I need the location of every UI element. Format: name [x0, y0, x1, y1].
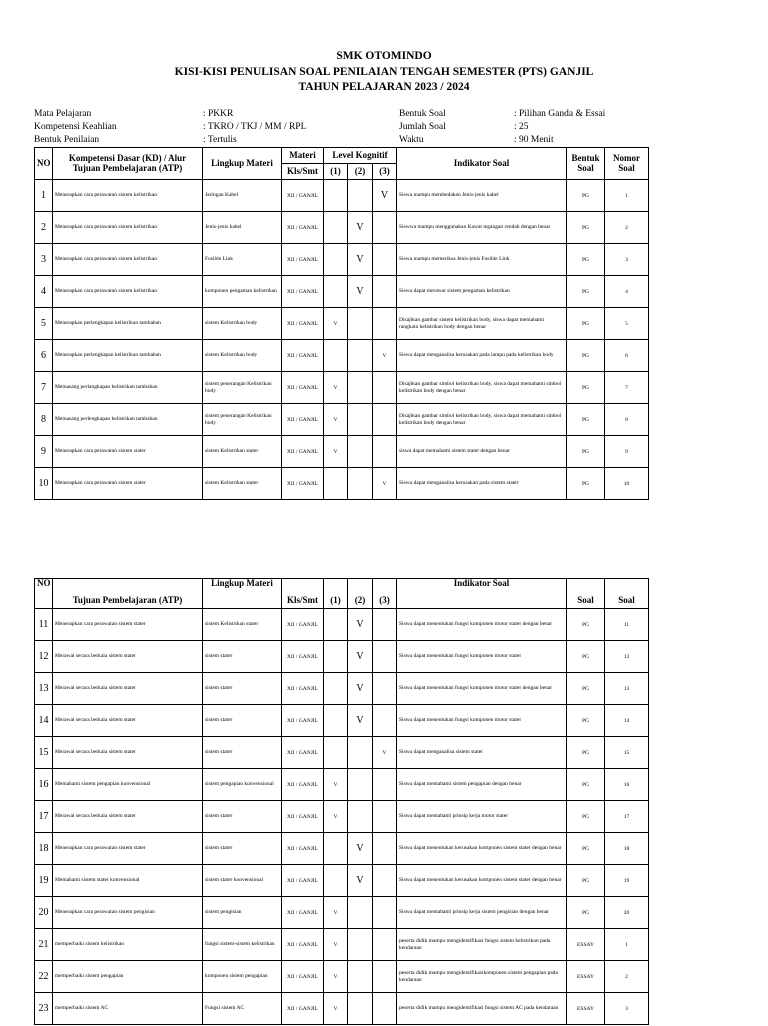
kd-cell: Merawat secara berkala sistem stater — [53, 737, 203, 769]
table-row — [35, 276, 649, 308]
level-1-cell — [324, 609, 348, 641]
bentuk-cell: PG — [567, 340, 605, 372]
indikator-cell: Siswa dapat menentukan fungsi komponen motor stater dengan benar — [397, 673, 567, 705]
lingkup-cell: Fusible Link — [203, 244, 282, 276]
row-number: 19 — [35, 865, 53, 897]
bentuk-cell: PG — [567, 468, 605, 500]
row-number: 3 — [35, 244, 53, 276]
level-3-cell: V — [373, 340, 397, 372]
bentuk-cell: PG — [567, 833, 605, 865]
indikator-cell: peserta didik mampu mengidentifikasi fungsi sistem kelistrikan pada kendaraan — [397, 929, 567, 961]
level-3-cell — [373, 609, 397, 641]
kls-cell: XII / GANJIL — [282, 340, 324, 372]
kls-cell: XII / GANJIL — [282, 180, 324, 212]
bentuk-cell: PG — [567, 308, 605, 340]
kd-cell: Menerapkan perlengkapan kelistrikan tambahan — [53, 340, 203, 372]
table-row — [35, 865, 649, 897]
lingkup-cell: Jaringan Kabel — [203, 180, 282, 212]
level-3-cell — [373, 673, 397, 705]
col-header-level-1: (1) — [324, 164, 348, 180]
table-row — [35, 929, 649, 961]
table-row — [35, 404, 649, 436]
meta-label-jumlah-soal: Jumlah Soal — [399, 122, 446, 132]
level-2-cell — [348, 372, 373, 404]
table-row — [35, 468, 649, 500]
bentuk-cell: ESSAY — [567, 961, 605, 993]
kd-cell: Menerapkan cara perawatan sistem pengisian — [53, 897, 203, 929]
col-header-no: NO — [35, 579, 53, 609]
school-name: SMK OTOMINDO — [336, 50, 432, 62]
academic-year: TAHUN PELAJARAN 2023 / 2024 — [298, 81, 470, 93]
col-header-nomor: Soal — [605, 579, 649, 609]
col-header-kls: Kls/Smt — [282, 579, 324, 609]
indikator-cell: Siswa dapat menganalisa kerusakan pada sistem stater — [397, 468, 567, 500]
level-2-cell: V — [348, 673, 373, 705]
col-header-bentuk: Soal — [567, 579, 605, 609]
level-1-cell — [324, 212, 348, 244]
lingkup-cell: sistem stater konvensional — [203, 865, 282, 897]
level-2-cell — [348, 993, 373, 1025]
level-3-cell — [373, 705, 397, 737]
level-1-cell — [324, 705, 348, 737]
level-3-cell — [373, 404, 397, 436]
meta-value-waktu: : 90 Menit — [514, 135, 554, 145]
col-header-indikator: Indikator Soal — [397, 148, 567, 180]
indikator-cell: peserta didik mampu mengidentifikasikomponen sistem pengapian pada kendaraan — [397, 961, 567, 993]
level-2-cell — [348, 737, 373, 769]
level-2-cell: V — [348, 705, 373, 737]
indikator-cell: Siswa dapat memahami prinsip kerja motor stater — [397, 801, 567, 833]
col-header-nomor: Nomor Soal — [605, 148, 649, 180]
table-row — [35, 705, 649, 737]
lingkup-cell: sistem Kelistrikan stater — [203, 609, 282, 641]
level-2-cell — [348, 769, 373, 801]
kd-cell: Menerapkan perlengkapan kelistrikan tambahan — [53, 308, 203, 340]
indikator-cell: Siswa dapat menentukan fungsi komponen motor stater — [397, 705, 567, 737]
kd-cell: Merawat secara berkala sistem stater — [53, 641, 203, 673]
bentuk-cell: PG — [567, 673, 605, 705]
row-number: 23 — [35, 993, 53, 1025]
nomor-cell: 19 — [605, 865, 649, 897]
indikator-cell: Siswa dapat menganalisa kerusakan pada lampu pada kelistrikan body — [397, 340, 567, 372]
table-row — [35, 673, 649, 705]
kls-cell: XII / GANJIL — [282, 961, 324, 993]
indikator-cell: Siswa dapat menentukan fungsi komponen motor stater — [397, 641, 567, 673]
meta-label-bentuk-penilaian: Bentuk Penilaian — [34, 135, 100, 145]
indikator-cell: siswa dapat memahami sistem stater dengan benar — [397, 436, 567, 468]
row-number: 16 — [35, 769, 53, 801]
level-1-cell — [324, 180, 348, 212]
kd-cell: Menerapkan cara perawatan sistem kelistrikan — [53, 244, 203, 276]
kd-cell: memperbaiki sistem AC — [53, 993, 203, 1025]
row-number: 11 — [35, 609, 53, 641]
document-title: KISI-KISI PENULISAN SOAL PENILAIAN TENGAH SEMESTER (PTS) GANJIL — [174, 66, 594, 78]
lingkup-cell: sistem stater — [203, 833, 282, 865]
level-1-cell — [324, 641, 348, 673]
kls-cell: XII / GANJIL — [282, 769, 324, 801]
level-3-cell — [373, 865, 397, 897]
lingkup-cell: komponen pengaman kelistrikan — [203, 276, 282, 308]
kls-cell: XII / GANJIL — [282, 436, 324, 468]
level-1-cell — [324, 737, 348, 769]
kd-cell: Memasang perlangkapan kelistrikan tambahan — [53, 372, 203, 404]
col-header-lingkup: Lingkup Materi — [203, 579, 282, 609]
nomor-cell: 5 — [605, 308, 649, 340]
level-3-cell: V — [373, 737, 397, 769]
bentuk-cell: PG — [567, 769, 605, 801]
level-1-cell: V — [324, 404, 348, 436]
lingkup-cell: sistem penerangan Kelistrikan body — [203, 404, 282, 436]
level-3-cell — [373, 641, 397, 673]
bentuk-cell: PG — [567, 436, 605, 468]
row-number: 1 — [35, 180, 53, 212]
table-row — [35, 308, 649, 340]
level-2-cell: V — [348, 276, 373, 308]
level-3-cell — [373, 801, 397, 833]
level-3-cell: V — [373, 180, 397, 212]
kd-cell: Memahami sistem pengapian konvensional — [53, 769, 203, 801]
meta-label-waktu: Waktu — [399, 135, 424, 145]
nomor-cell: 15 — [605, 737, 649, 769]
level-2-cell — [348, 308, 373, 340]
bentuk-cell: ESSAY — [567, 993, 605, 1025]
row-number: 15 — [35, 737, 53, 769]
row-number: 14 — [35, 705, 53, 737]
level-3-cell — [373, 372, 397, 404]
lingkup-cell: sistem Kelistrikan body — [203, 340, 282, 372]
lingkup-cell: sistem stater — [203, 641, 282, 673]
level-2-cell — [348, 929, 373, 961]
level-3-cell — [373, 897, 397, 929]
lingkup-cell: komponen sistem pengapian — [203, 961, 282, 993]
kls-cell: XII / GANJIL — [282, 212, 324, 244]
level-1-cell: V — [324, 897, 348, 929]
kd-cell: Menerapkan cara perawatan sistem kelistrikan — [53, 212, 203, 244]
col-header-kls: Kls/Smt — [282, 164, 324, 180]
level-2-cell — [348, 340, 373, 372]
kls-cell: XII / GANJIL — [282, 929, 324, 961]
level-3-cell — [373, 961, 397, 993]
kd-cell: Menerapkan cara perawatan sistem stater — [53, 436, 203, 468]
level-1-cell: V — [324, 436, 348, 468]
indikator-cell: Siswa dapat menentukan fungsi komponen motor stater dengan benar — [397, 609, 567, 641]
level-3-cell — [373, 276, 397, 308]
bentuk-cell: PG — [567, 244, 605, 276]
nomor-cell: 17 — [605, 801, 649, 833]
kisi-table-page-1 — [34, 147, 649, 500]
nomor-cell: 11 — [605, 609, 649, 641]
level-2-cell — [348, 180, 373, 212]
lingkup-cell: sistem penerangan Kelistrikan body — [203, 372, 282, 404]
kls-cell: XII / GANJIL — [282, 993, 324, 1025]
indikator-cell: Siswa dapat memahami sistem pengapian dengan benar — [397, 769, 567, 801]
table-row — [35, 609, 649, 641]
row-number: 7 — [35, 372, 53, 404]
indikator-cell: Siswwa mampu menggunakan Kawat tegangan rendah dengan benar — [397, 212, 567, 244]
table-row — [35, 801, 649, 833]
level-3-cell — [373, 308, 397, 340]
kls-cell: XII / GANJIL — [282, 372, 324, 404]
kls-cell: XII / GANJIL — [282, 308, 324, 340]
bentuk-cell: PG — [567, 641, 605, 673]
indikator-cell: Disajikan gambar sistem kelistrikan body, siswa dapat memahami rangkain kelistrikan body dengan benar — [397, 308, 567, 340]
level-3-cell — [373, 769, 397, 801]
nomor-cell: 8 — [605, 404, 649, 436]
lingkup-cell: sistem stater — [203, 673, 282, 705]
level-2-cell — [348, 436, 373, 468]
kls-cell: XII / GANJIL — [282, 468, 324, 500]
table-row — [35, 180, 649, 212]
nomor-cell: 1 — [605, 929, 649, 961]
kls-cell: XII / GANJIL — [282, 865, 324, 897]
level-1-cell — [324, 340, 348, 372]
level-2-cell: V — [348, 609, 373, 641]
indikator-cell: Siswa mampu memeriksa Jenis-jenis Fusible Link — [397, 244, 567, 276]
level-2-cell — [348, 468, 373, 500]
bentuk-cell: PG — [567, 801, 605, 833]
kls-cell: XII / GANJIL — [282, 801, 324, 833]
nomor-cell: 2 — [605, 212, 649, 244]
lingkup-cell: Fungsi sistem AC — [203, 993, 282, 1025]
level-2-cell — [348, 961, 373, 993]
meta-value-bentuk-soal: : Pilihan Ganda & Essai — [514, 109, 606, 119]
level-3-cell — [373, 929, 397, 961]
meta-value-mata-pelajaran: : PKKR — [203, 109, 234, 119]
row-number: 17 — [35, 801, 53, 833]
indikator-cell: Siswa mampu membedakan Jenis-jenis kabel — [397, 180, 567, 212]
nomor-cell: 14 — [605, 705, 649, 737]
lingkup-cell: sistem Kelistrikan stater — [203, 468, 282, 500]
col-header-level-1: (1) — [324, 579, 348, 609]
kd-cell: Menerapkan cara perawatan sistem stater — [53, 468, 203, 500]
indikator-cell: Siswa dapat menentukan kerusakan komponen sistem stater dengan benar — [397, 833, 567, 865]
indikator-cell: Disajikan gambar simbol kelistrikan body, siswa dapat memahami simbol kelistrikan body dengan benar — [397, 372, 567, 404]
level-1-cell — [324, 833, 348, 865]
table-row — [35, 737, 649, 769]
table-row — [35, 993, 649, 1025]
meta-label-bentuk-soal: Bentuk Soal — [399, 109, 446, 119]
bentuk-cell: PG — [567, 404, 605, 436]
row-number: 13 — [35, 673, 53, 705]
kls-cell: XII / GANJIL — [282, 244, 324, 276]
col-header-kd: Tujuan Pembelajaran (ATP) — [53, 579, 203, 609]
nomor-cell: 12 — [605, 641, 649, 673]
meta-value-jumlah-soal: : 25 — [514, 122, 529, 132]
indikator-cell: Siswa dapat merawat sistem pengaman kelistrikan — [397, 276, 567, 308]
nomor-cell: 20 — [605, 897, 649, 929]
level-2-cell: V — [348, 641, 373, 673]
level-1-cell: V — [324, 961, 348, 993]
meta-value-kompetensi: : TKRO / TKJ / MM / RPL — [203, 122, 307, 132]
level-2-cell — [348, 897, 373, 929]
nomor-cell: 6 — [605, 340, 649, 372]
table-row — [35, 340, 649, 372]
table-row — [35, 641, 649, 673]
level-1-cell — [324, 468, 348, 500]
bentuk-cell: PG — [567, 897, 605, 929]
row-number: 10 — [35, 468, 53, 500]
level-3-cell: V — [373, 468, 397, 500]
row-number: 6 — [35, 340, 53, 372]
row-number: 21 — [35, 929, 53, 961]
kd-cell: Menerapkan cara perawatan sistem stater — [53, 609, 203, 641]
level-1-cell: V — [324, 769, 348, 801]
kisi-table-page-2 — [34, 578, 649, 1025]
level-3-cell — [373, 244, 397, 276]
col-header-bentuk: Bentuk Soal — [567, 148, 605, 180]
nomor-cell: 3 — [605, 244, 649, 276]
level-3-cell — [373, 993, 397, 1025]
row-number: 18 — [35, 833, 53, 865]
indikator-cell: peserta didik mampu mengidentifikasi fungsi sistem AC pada kendaraan — [397, 993, 567, 1025]
level-1-cell: V — [324, 801, 348, 833]
level-1-cell: V — [324, 929, 348, 961]
meta-label-kompetensi: Kompetensi Keahlian — [34, 122, 117, 132]
kls-cell: XII / GANJIL — [282, 276, 324, 308]
kd-cell: Merawat secara berkala sistem stater — [53, 801, 203, 833]
nomor-cell: 10 — [605, 468, 649, 500]
nomor-cell: 18 — [605, 833, 649, 865]
row-number: 12 — [35, 641, 53, 673]
level-2-cell — [348, 404, 373, 436]
level-1-cell — [324, 244, 348, 276]
table-row — [35, 769, 649, 801]
kd-cell: memperbaiki sistem pengapian — [53, 961, 203, 993]
indikator-cell: Siswa dapat memahami prinsip kerja sistem pengisian dengan benar — [397, 897, 567, 929]
kls-cell: XII / GANJIL — [282, 641, 324, 673]
col-header-level-3: (3) — [373, 579, 397, 609]
level-2-cell: V — [348, 212, 373, 244]
table-row — [35, 212, 649, 244]
row-number: 4 — [35, 276, 53, 308]
col-header-lingkup: Lingkup Materi — [203, 148, 282, 180]
bentuk-cell: PG — [567, 737, 605, 769]
bentuk-cell: ESSAY — [567, 929, 605, 961]
kls-cell: XII / GANJIL — [282, 833, 324, 865]
col-header-no: NO — [35, 148, 53, 180]
nomor-cell: 9 — [605, 436, 649, 468]
lingkup-cell: sistem pengisian — [203, 897, 282, 929]
level-3-cell — [373, 436, 397, 468]
bentuk-cell: PG — [567, 865, 605, 897]
table-continuation-area — [0, 578, 768, 1026]
col-header-level-2: (2) — [348, 164, 373, 180]
indikator-cell: Disajikan gambar simbol kelistrikan body, siswa dapat memahami simbol kelistrikan body dengan benar — [397, 404, 567, 436]
level-1-cell: V — [324, 308, 348, 340]
bentuk-cell: PG — [567, 180, 605, 212]
indikator-cell: Siswa dapat menentukan kerusakan komponen sistem stater dengan benar — [397, 865, 567, 897]
level-2-cell: V — [348, 833, 373, 865]
col-header-level-3: (3) — [373, 164, 397, 180]
row-number: 2 — [35, 212, 53, 244]
level-2-cell — [348, 801, 373, 833]
kls-cell: XII / GANJIL — [282, 897, 324, 929]
col-header-materi: Materi — [282, 148, 324, 164]
nomor-cell: 13 — [605, 673, 649, 705]
kd-cell: Memahami sistem stater konvensional — [53, 865, 203, 897]
lingkup-cell: sistem Kelistrikan stater — [203, 436, 282, 468]
kls-cell: XII / GANJIL — [282, 737, 324, 769]
lingkup-cell: sistem Kelistrikan body — [203, 308, 282, 340]
lingkup-cell: Jenis-jenis kabel — [203, 212, 282, 244]
row-number: 5 — [35, 308, 53, 340]
table-row — [35, 436, 649, 468]
bentuk-cell: PG — [567, 276, 605, 308]
level-2-cell: V — [348, 244, 373, 276]
row-number: 20 — [35, 897, 53, 929]
bentuk-cell: PG — [567, 372, 605, 404]
kd-cell: Memasang perlengkapan kelistrikan tambahan — [53, 404, 203, 436]
level-3-cell — [373, 833, 397, 865]
lingkup-cell: sistem stater — [203, 705, 282, 737]
col-header-level: Level Kognitif — [324, 148, 397, 164]
kls-cell: XII / GANJIL — [282, 404, 324, 436]
nomor-cell: 4 — [605, 276, 649, 308]
kls-cell: XII / GANJIL — [282, 673, 324, 705]
meta-value-bentuk-penilaian: : Tertulis — [203, 135, 237, 145]
kd-cell: Menerapkan cara perawatan sistem stater — [53, 833, 203, 865]
col-header-kd: Kompetensi Dasar (KD) / Alur Tujuan Pembelajaran (ATP) — [53, 148, 203, 180]
nomor-cell: 2 — [605, 961, 649, 993]
table-row — [35, 833, 649, 865]
lingkup-cell: fungsi sistem-sistem kelistrikan — [203, 929, 282, 961]
nomor-cell: 7 — [605, 372, 649, 404]
nomor-cell: 16 — [605, 769, 649, 801]
bentuk-cell: PG — [567, 705, 605, 737]
lingkup-cell: sistem pengapian konvensional — [203, 769, 282, 801]
level-1-cell — [324, 276, 348, 308]
kd-cell: Merawat secara berkala sistem stater — [53, 673, 203, 705]
row-number: 9 — [35, 436, 53, 468]
nomor-cell: 1 — [605, 180, 649, 212]
indikator-cell: Siswa dapat menganalisa sistem stater — [397, 737, 567, 769]
bentuk-cell: PG — [567, 609, 605, 641]
kls-cell: XII / GANJIL — [282, 609, 324, 641]
level-2-cell: V — [348, 865, 373, 897]
table-row — [35, 244, 649, 276]
lingkup-cell: sistem stater — [203, 737, 282, 769]
col-header-indikator: Indikator Soal — [397, 579, 567, 609]
row-number: 8 — [35, 404, 53, 436]
kd-cell: memperbaiki sistem kelistrikan — [53, 929, 203, 961]
lingkup-cell: sistem stater — [203, 801, 282, 833]
kd-cell: Menerapkan cara perawatan sistem kelistrikan — [53, 276, 203, 308]
kd-cell: Menerapkan cara perawatan sistem kelistrikan — [53, 180, 203, 212]
level-1-cell: V — [324, 993, 348, 1025]
row-number: 22 — [35, 961, 53, 993]
level-3-cell — [373, 212, 397, 244]
meta-label-mata-pelajaran: Mata Pelajaran — [34, 109, 92, 119]
table-row — [35, 372, 649, 404]
table-row — [35, 897, 649, 929]
kd-cell: Merawat secara berkala sistem stater — [53, 705, 203, 737]
bentuk-cell: PG — [567, 212, 605, 244]
nomor-cell: 3 — [605, 993, 649, 1025]
kls-cell: XII / GANJIL — [282, 705, 324, 737]
level-1-cell: V — [324, 372, 348, 404]
col-header-level-2: (2) — [348, 579, 373, 609]
table-row — [35, 961, 649, 993]
level-1-cell — [324, 673, 348, 705]
level-1-cell — [324, 865, 348, 897]
